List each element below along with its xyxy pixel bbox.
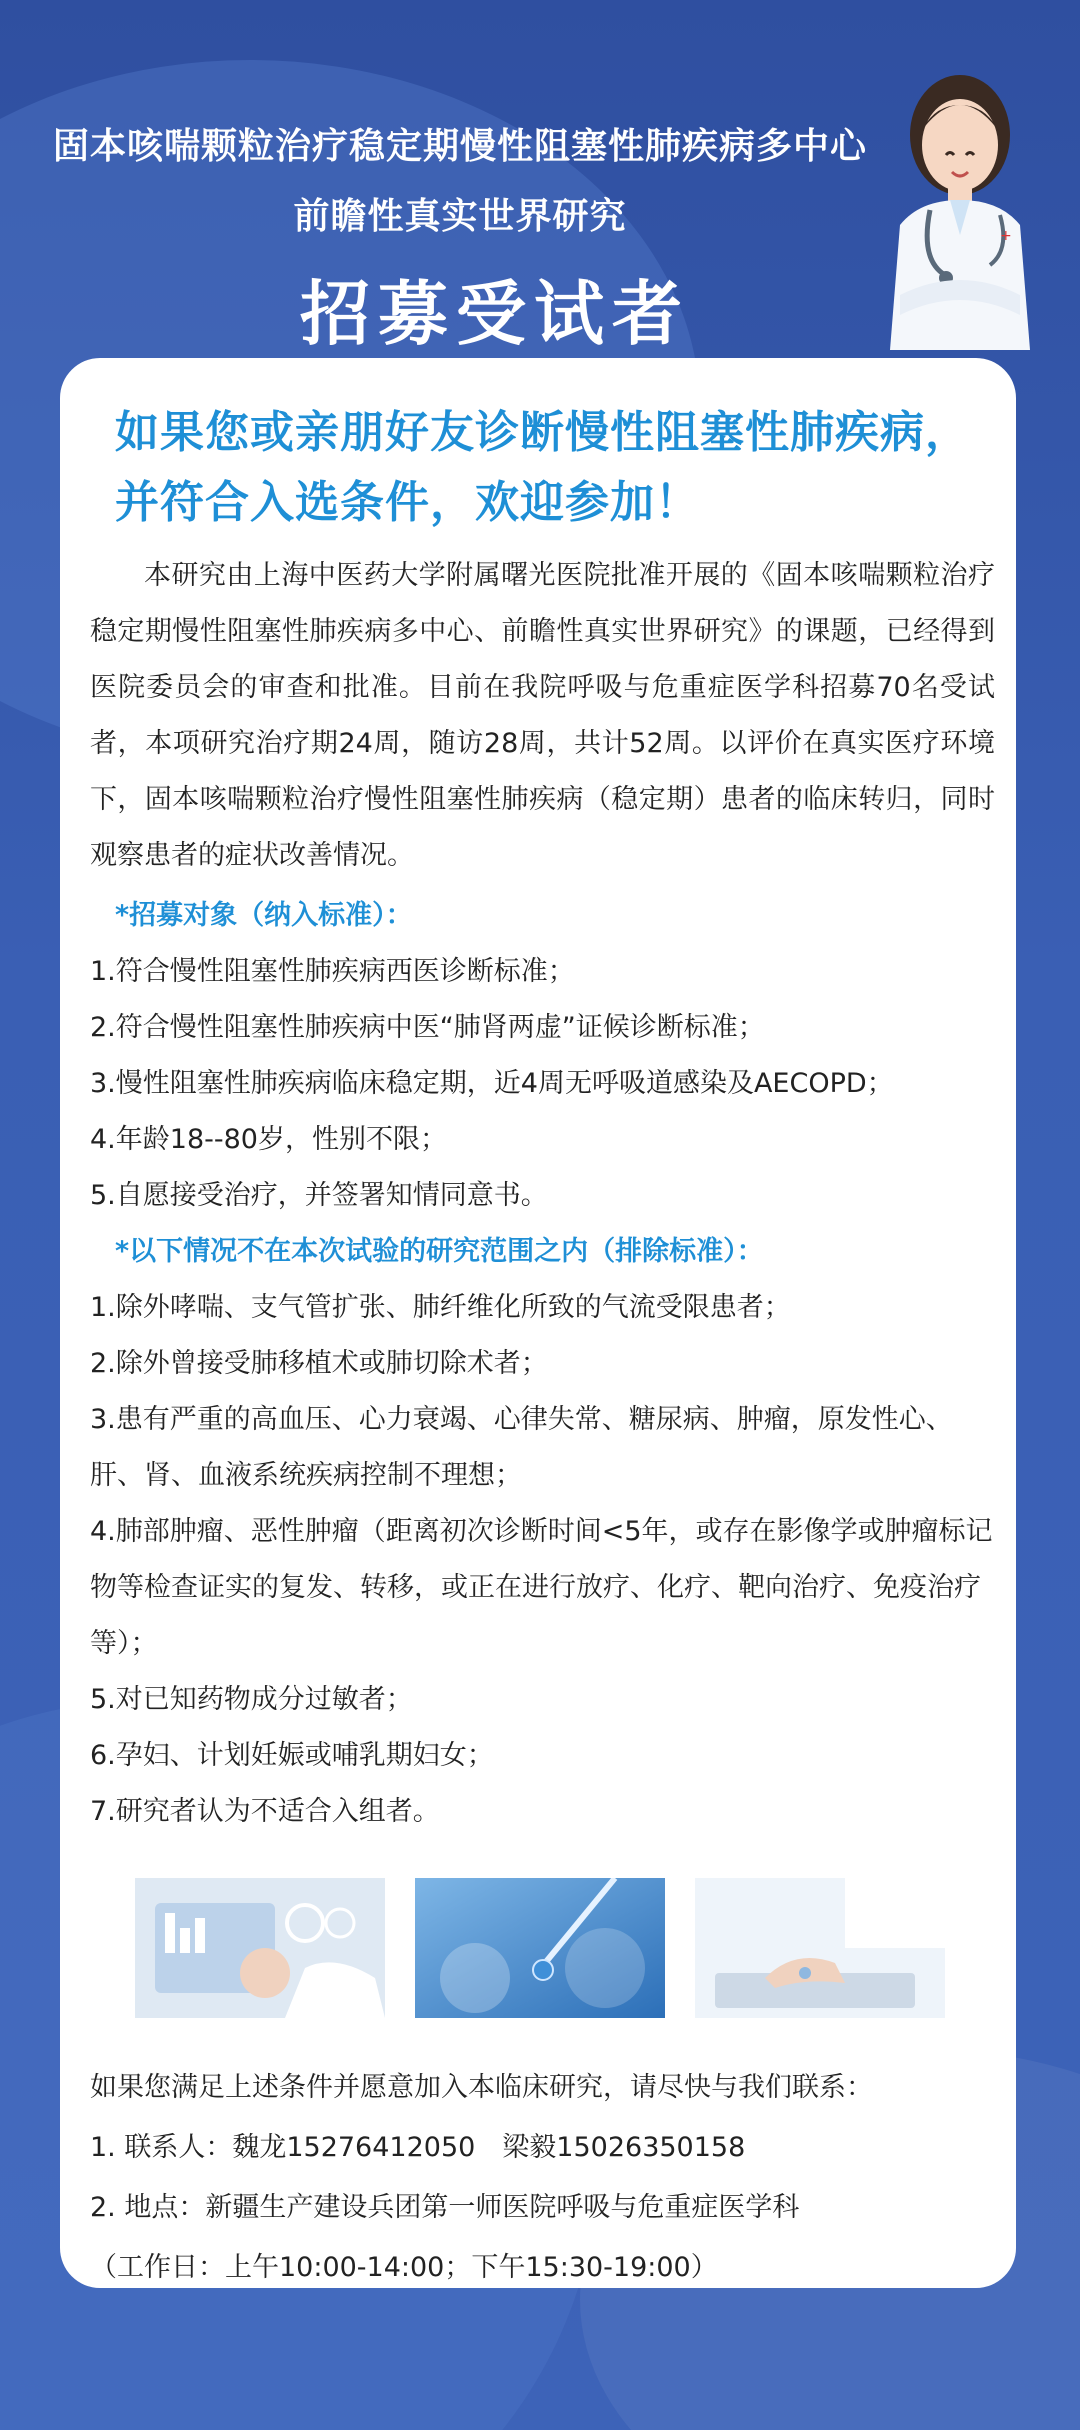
inclusion-title: *招募对象（纳入标准）： — [115, 900, 413, 931]
exclusion-item: 2.除外曾接受肺移植术或肺切除术者； — [90, 1348, 548, 1379]
invitation-line1: 如果您或亲朋好友诊断慢性阻塞性肺疾病， — [115, 407, 970, 458]
study-introduction: 本研究由上海中医药大学附属曙光医院批准开展的《固本咳喘颗粒治疗稳定期慢性阻塞性肺疾病多中心、前瞻性真实世界研究》的课题，已经得到医院委员会的审查和批准。目前在我院呼吸与危重症医学科招募70名受试者，本项研究治疗期24周，随访28周，共计52周。以评价在真实医疗环境下，固本咳喘颗粒治疗慢性阻塞性肺疾病（稳定期）患者的临床转归，同时观察患者的症状改善情况。 — [90, 560, 995, 871]
inclusion-item: 5.自愿接受治疗，并签署知情同意书。 — [90, 1180, 548, 1211]
contact-intro: 如果您满足上述条件并愿意加入本临床研究，请尽快与我们联系： — [90, 2072, 873, 2103]
exclusion-item: 7.研究者认为不适合入组者。 — [90, 1796, 440, 1827]
exclusion-title: *以下情况不在本次试验的研究范围之内（排除标准）： — [115, 1236, 764, 1267]
medical-photo-pipette-icon — [415, 1878, 665, 2018]
exclusion-item: 6.孕妇、计划妊娠或哺乳期妇女； — [90, 1740, 494, 1771]
exclusion-criteria — [90, 1224, 995, 1840]
study-title-line2: 前瞻性真实世界研究 — [293, 196, 627, 237]
inclusion-item: 4.年龄18--80岁，性别不限； — [90, 1124, 447, 1155]
inclusion-criteria — [90, 888, 995, 1224]
invitation-line2: 并符合入选条件，欢迎参加！ — [115, 477, 700, 528]
doctor-illustration-icon — [860, 50, 1060, 350]
recruitment-heading: 招募受试者 — [300, 273, 690, 355]
invitation-headline — [115, 398, 995, 538]
contact-hours: （工作日：上午10:00-14:00；下午15:30-19:00） — [90, 2252, 718, 2283]
svg-text:+: + — [1000, 228, 1012, 244]
study-title-line1: 固本咳喘颗粒治疗稳定期慢性阻塞性肺疾病多中心 — [52, 126, 867, 167]
contact-section — [90, 2058, 995, 2298]
contact-person: 1. 联系人：魏龙15276412050 梁毅15026350158 — [90, 2132, 746, 2163]
inclusion-item: 3.慢性阻塞性肺疾病临床稳定期，近4周无呼吸道感染及AECOPD； — [90, 1068, 894, 1099]
medical-photo-keyboard-icon — [695, 1878, 945, 2018]
exclusion-item: 3.患有严重的高血压、心力衰竭、心律失常、糖尿病、肿瘤，原发性心、肝、肾、血液系统疾病控制不理想； — [90, 1404, 953, 1491]
medical-photo-tablet-icon — [135, 1878, 385, 2018]
exclusion-item: 5.对已知药物成分过敏者； — [90, 1684, 413, 1715]
exclusion-item: 4.肺部肿瘤、恶性肿瘤（距离初次诊断时间<5年，或存在影像学或肿瘤标记物等检查证实的复发、转移，或正在进行放疗、化疗、靶向治疗、免疫治疗等）； — [90, 1516, 993, 1659]
photo-strip — [135, 1878, 945, 2018]
inclusion-item: 1.符合慢性阻塞性肺疾病西医诊断标准； — [90, 956, 575, 987]
contact-address: 2. 地点：新疆生产建设兵团第一师医院呼吸与危重症医学科 — [90, 2192, 800, 2223]
exclusion-item: 1.除外哮喘、支气管扩张、肺纤维化所致的气流受限患者； — [90, 1292, 791, 1323]
inclusion-item: 2.符合慢性阻塞性肺疾病中医“肺肾两虚”证候诊断标准； — [90, 1012, 765, 1043]
content-card — [60, 358, 1016, 2288]
